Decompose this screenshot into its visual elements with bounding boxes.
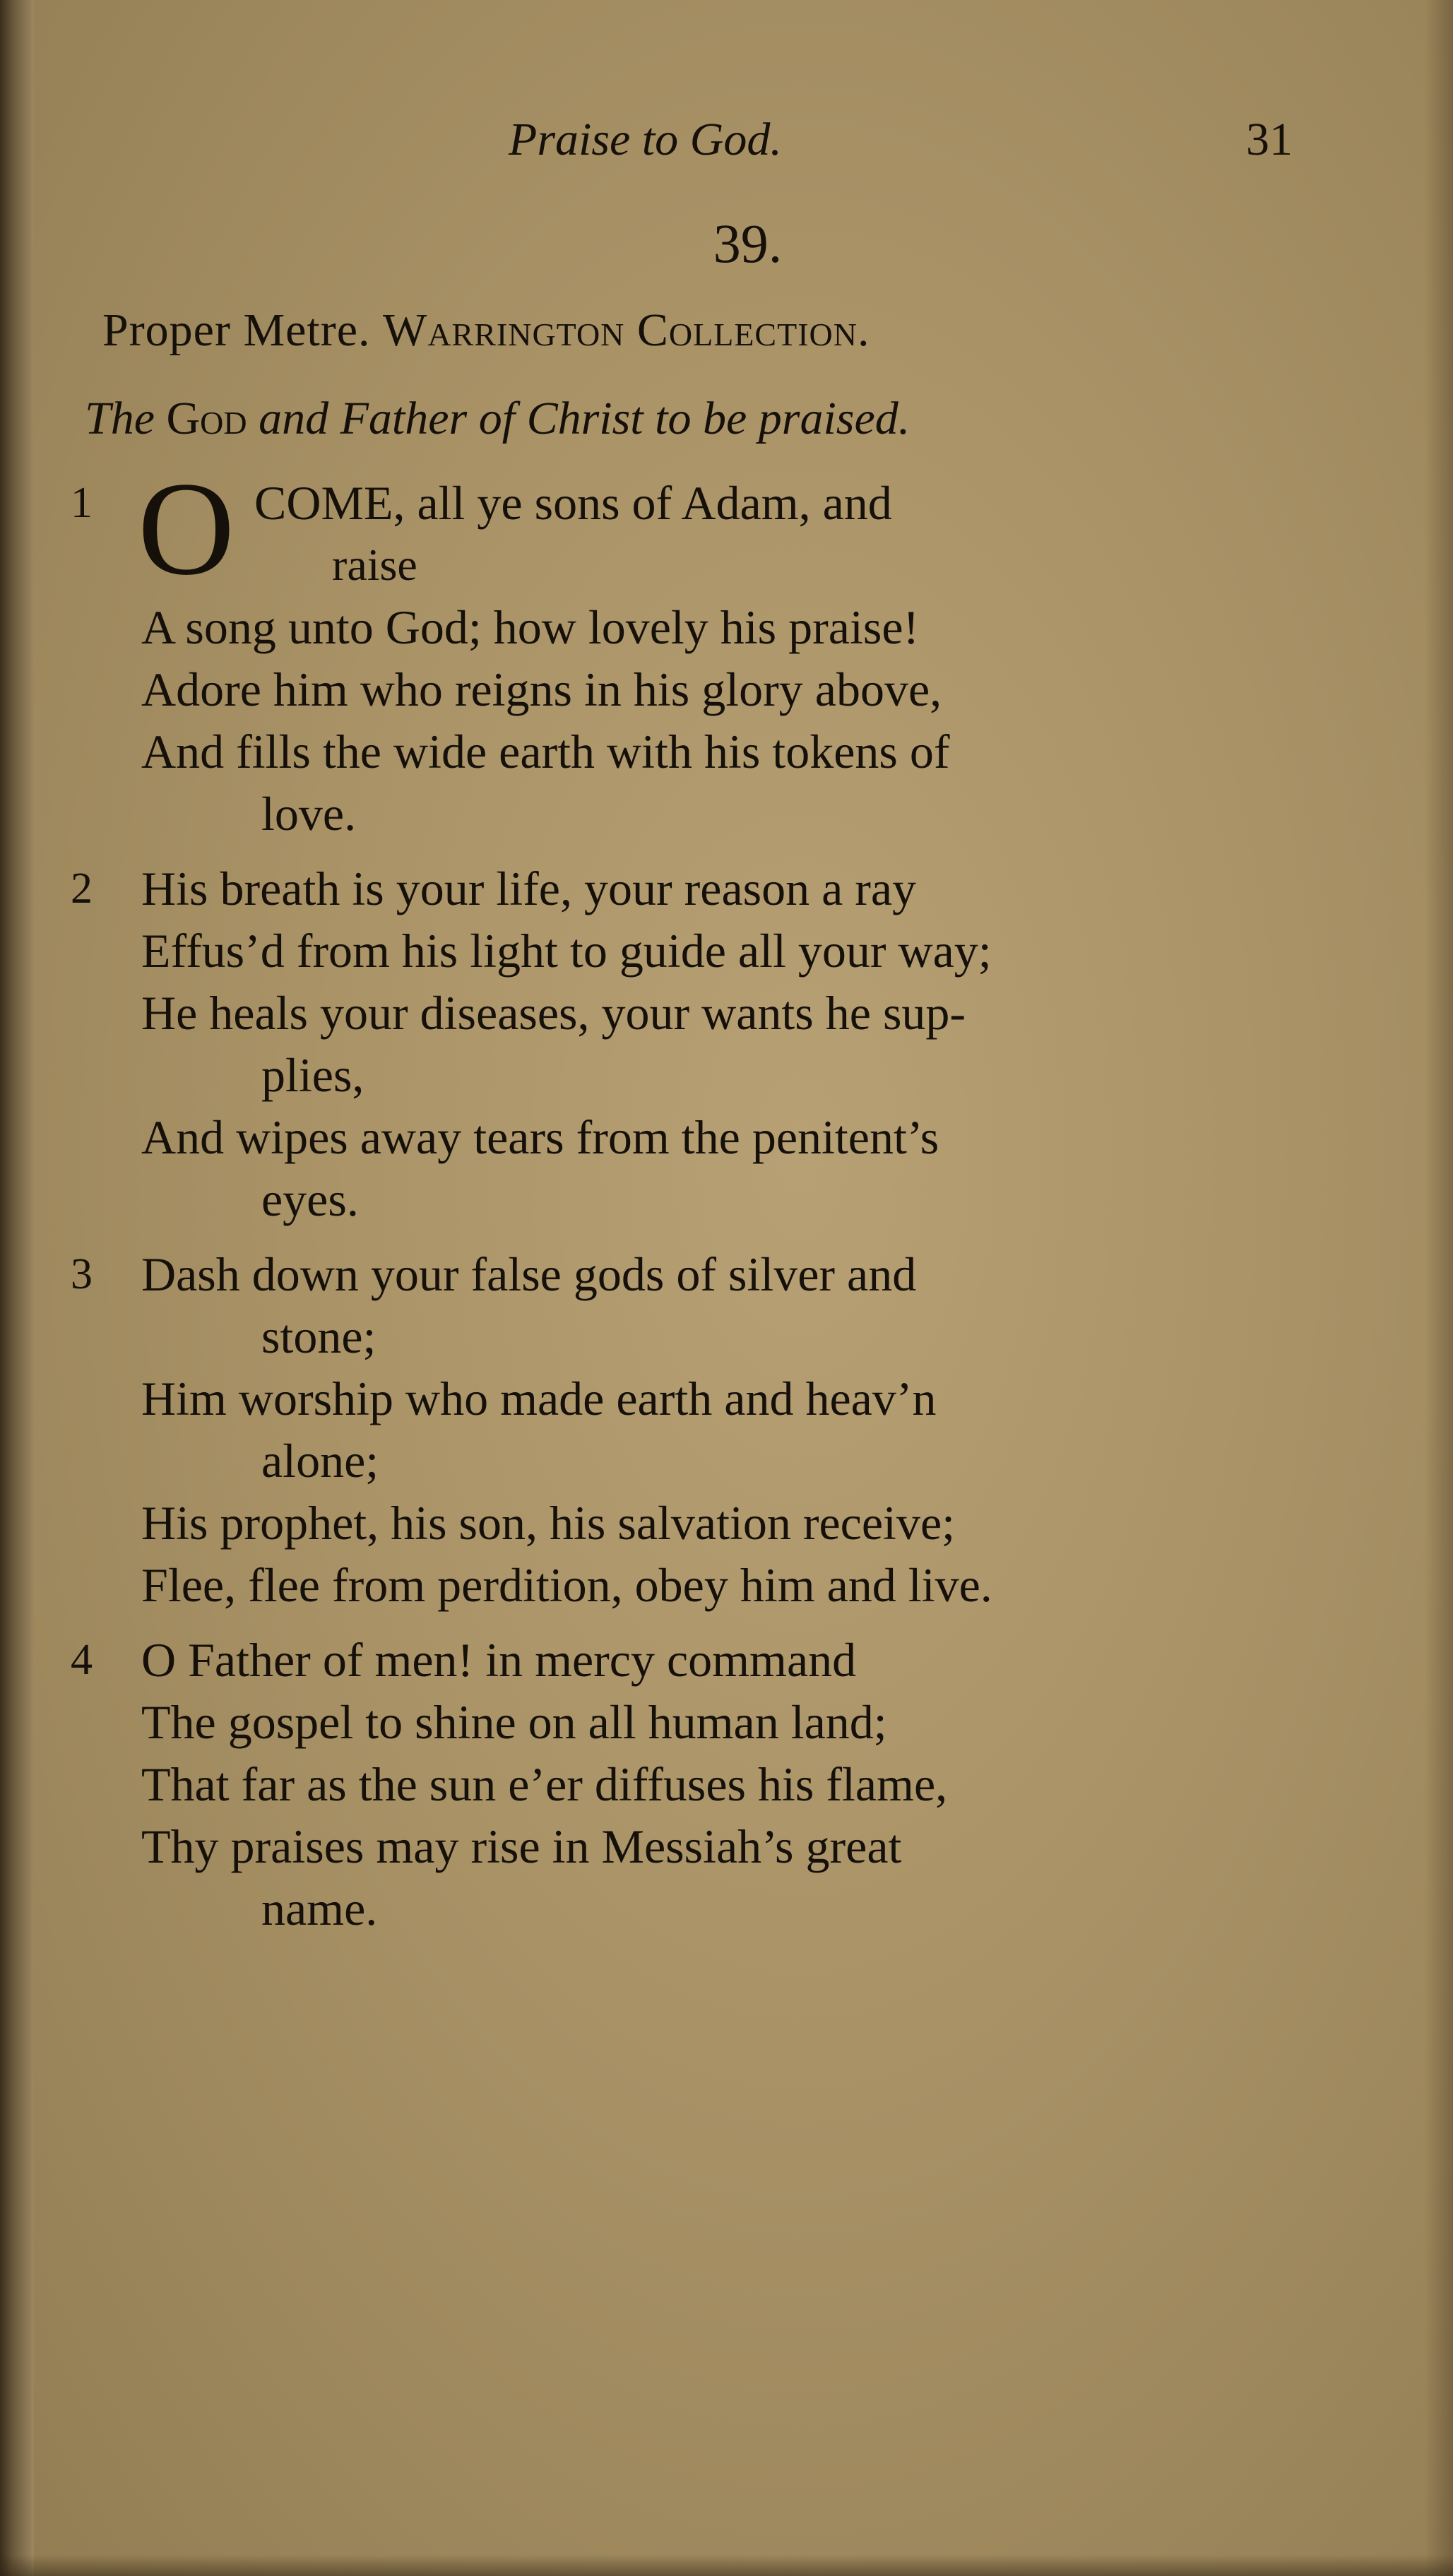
- stanza-lines: [71, 596, 1300, 845]
- stanza-number: 3: [71, 1250, 93, 1298]
- verse-line: He heals your diseases, your wants he sup-: [141, 986, 966, 1040]
- metre: Proper Metre.: [102, 304, 371, 356]
- verse-line: And wipes away tears from the penitent’s: [141, 1110, 939, 1164]
- verse-line: Effus’d from his light to guide all your way;: [141, 924, 992, 978]
- running-title: Praise to God.: [509, 114, 782, 165]
- stanza-lines: [71, 1243, 1300, 1616]
- verse-line: And fills the wide earth with his tokens of: [141, 725, 950, 778]
- verse-line-turnover: raise: [332, 540, 417, 590]
- subject-part-2: God: [166, 393, 247, 444]
- binding-gutter: [0, 0, 34, 2576]
- verse-line-turnover: alone;: [261, 1434, 379, 1488]
- stanzas: [71, 455, 1300, 1952]
- drop-cap: O: [138, 455, 235, 603]
- verse-line: The gospel to shine on all human land;: [141, 1695, 887, 1749]
- verse-line: His prophet, his son, his salvation receive;: [141, 1496, 956, 1550]
- verse-line: A song unto God; how lovely his praise!: [141, 600, 920, 654]
- stanza-4: [71, 1629, 1300, 1940]
- verse-line-turnover: love.: [261, 787, 357, 841]
- verse-line: Adore him who reigns in his glory above,: [141, 663, 942, 716]
- running-header: [466, 106, 1293, 184]
- stanza-1: [71, 455, 1300, 845]
- page-number: 31: [1246, 114, 1293, 165]
- stanza-2: [71, 857, 1300, 1230]
- stanza-lines: [71, 1629, 1300, 1940]
- verse-line: Him worship who made earth and heav’n: [141, 1372, 937, 1425]
- metre-line: [102, 304, 1303, 357]
- page-edge-right: [1425, 0, 1453, 2576]
- hymn-subject: [85, 392, 1300, 446]
- verse-line-turnover: stone;: [261, 1310, 376, 1363]
- collection: Warrington Collection.: [383, 304, 870, 356]
- stanza-number: 4: [71, 1636, 93, 1684]
- verse-line: Thy praises may rise in Messiah’s great: [141, 1820, 902, 1873]
- verse-line: Flee, flee from perdition, obey him and live.: [141, 1558, 992, 1612]
- verse-line: COME, all ye sons of Adam, and: [254, 476, 892, 530]
- verse-line: Dash down your false gods of silver and: [141, 1247, 917, 1301]
- verse-line: His breath is your life, your reason a ray: [141, 862, 917, 915]
- verse-line: That far as the sun e’er diffuses his flame,: [141, 1757, 948, 1811]
- subject-part-3: and Father of Christ to be praised.: [259, 393, 911, 444]
- subject-part-1: The: [85, 393, 155, 444]
- stanza-lines: [71, 857, 1300, 1230]
- verse-line-turnover: name.: [261, 1882, 378, 1935]
- verse-line: O Father of men! in mercy command: [141, 1633, 857, 1687]
- opening-lines: [71, 455, 1300, 603]
- stanza-number: 1: [71, 479, 93, 527]
- stanza-3: [71, 1243, 1300, 1616]
- hymn-number: 39.: [713, 213, 783, 274]
- page-edge-bottom: [0, 2555, 1453, 2576]
- stanza-number: 2: [71, 865, 93, 913]
- verse-line-turnover: plies,: [261, 1048, 364, 1102]
- verse-line-turnover: eyes.: [261, 1173, 359, 1226]
